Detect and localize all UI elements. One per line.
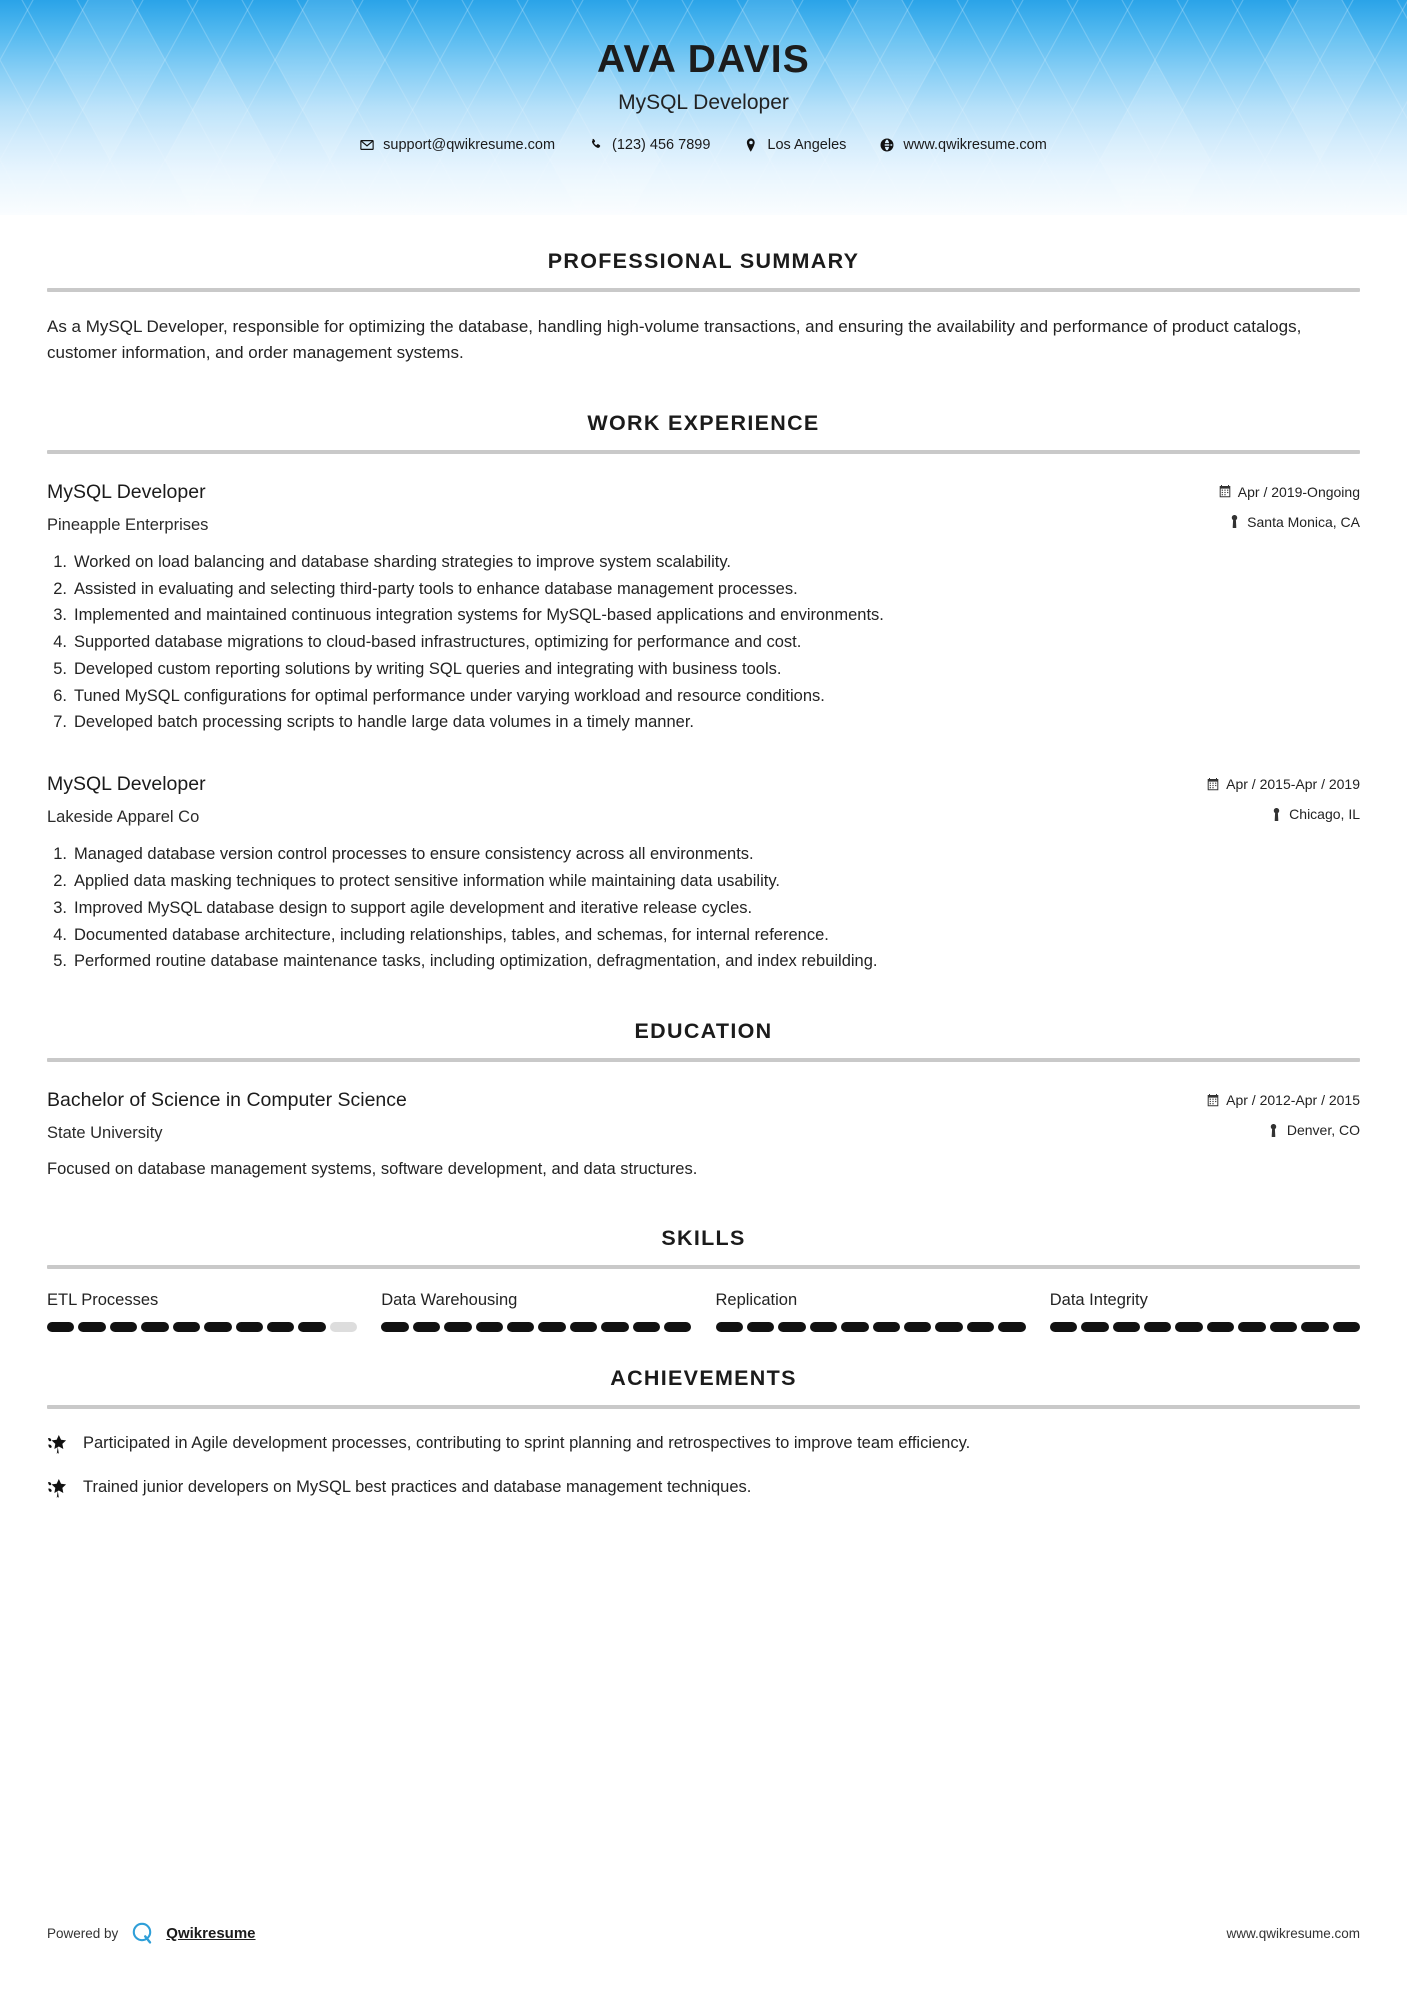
skill-dash: [267, 1322, 294, 1332]
qwikresume-logo-icon: [129, 1920, 155, 1946]
work-location-value: Chicago, IL: [1289, 806, 1360, 823]
skill-dash: [664, 1322, 691, 1332]
skill-dash: [538, 1322, 565, 1332]
work-bullet: 2. Assisted in evaluating and selecting third-party tools to enhance database management processes.: [47, 576, 1360, 603]
skill-rating-bar: [1050, 1322, 1360, 1332]
education-location: [1207, 1122, 1360, 1138]
section-work-experience: [47, 411, 1360, 975]
contact-email[interactable]: [343, 137, 572, 153]
skill-dash: [747, 1322, 774, 1332]
work-dates: [1207, 776, 1360, 792]
skill-dash: [1238, 1322, 1265, 1332]
skill-dash: [236, 1322, 263, 1332]
footer-brand-group: [47, 1920, 256, 1946]
contact-website-value: www.qwikresume.com: [903, 136, 1047, 153]
skill-dash: [935, 1322, 962, 1332]
achievement-text: Trained junior developers on MySQL best practices and database management techniques.: [83, 1477, 752, 1496]
work-bullet: 3. Improved MySQL database design to support agile development and iterative release cycles.: [47, 895, 1360, 922]
work-bullet: 2. Applied data masking techniques to protect sensitive information while maintaining data usability.: [47, 868, 1360, 895]
work-bullet-list: [47, 841, 1360, 975]
skill-label: Data Warehousing: [381, 1291, 518, 1310]
skill-dash: [601, 1322, 628, 1332]
education-description: Focused on database management systems, software development, and data structures.: [47, 1160, 698, 1179]
skill-rating-bar: [47, 1322, 357, 1332]
work-bullet-text: Applied data masking techniques to protect sensitive information while maintaining data usability.: [74, 872, 780, 891]
skill-dash: [1270, 1322, 1297, 1332]
work-bullet-text: Improved MySQL database design to support agile development and iterative release cycles.: [74, 898, 753, 917]
work-bullet-text: Developed custom reporting solutions by writing SQL queries and integrating with business tools.: [74, 659, 782, 678]
star-badge-icon: [47, 1434, 68, 1455]
skill-dash: [330, 1322, 357, 1332]
work-location: [1207, 806, 1360, 822]
education-dates: [1207, 1092, 1360, 1108]
skill-dash: [1333, 1322, 1360, 1332]
skill-dash: [476, 1322, 503, 1332]
work-bullet: 7. Developed batch processing scripts to handle large data volumes in a timely manner.: [47, 709, 1360, 736]
work-entry: [47, 772, 1360, 975]
work-bullet: 4. Documented database architecture, including relationships, tables, and schemas, for internal reference.: [47, 922, 1360, 949]
skill-dash: [507, 1322, 534, 1332]
contact-phone[interactable]: [572, 137, 727, 153]
contact-location[interactable]: [727, 137, 863, 153]
skills-grid: [47, 1291, 1360, 1332]
skill-dash: [841, 1322, 868, 1332]
section-skills: [47, 1226, 1360, 1332]
section-divider: [47, 1265, 1360, 1269]
calendar-icon: [1207, 778, 1219, 791]
skill-dash: [173, 1322, 200, 1332]
calendar-icon: [1207, 1094, 1219, 1107]
star-badge-icon: [47, 1478, 68, 1499]
powered-by-label: Powered by: [47, 1925, 119, 1941]
skill-dash: [47, 1322, 74, 1332]
skill-dash: [904, 1322, 931, 1332]
work-bullet: 1. Worked on load balancing and database sharding strategies to improve system scalability.: [47, 549, 1360, 576]
skill-dash: [967, 1322, 994, 1332]
work-dates-value: Apr / 2015-Apr / 2019: [1226, 776, 1360, 793]
skill-dash: [1050, 1322, 1077, 1332]
work-entry-head: [47, 480, 1360, 535]
achievement-text: Participated in Agile development processes, contributing to sprint planning and retrospectives to improve team efficiency.: [83, 1434, 971, 1453]
work-bullet: 4. Supported database migrations to cloud-based infrastructures, optimizing for performance and cost.: [47, 629, 1360, 656]
work-bullet: 1. Managed database version control processes to ensure consistency across all environments.: [47, 841, 1360, 868]
work-location-value: Santa Monica, CA: [1247, 513, 1360, 530]
skill-dash: [381, 1322, 408, 1332]
skill-dash: [78, 1322, 105, 1332]
skill-dash: [204, 1322, 231, 1332]
work-location: [1219, 514, 1360, 530]
work-entry: [47, 480, 1360, 736]
skill-dash: [570, 1322, 597, 1332]
work-role: MySQL Developer: [47, 480, 206, 503]
contact-phone-value: (123) 456 7899: [612, 136, 711, 153]
contact-email-value: support@qwikresume.com: [383, 136, 556, 153]
work-bullet: 6. Tuned MySQL configurations for optimal performance under varying workload and resource conditions.: [47, 683, 1360, 710]
contact-row: [0, 137, 1407, 153]
skill-dash: [716, 1322, 743, 1332]
candidate-name: AVA DAVIS: [596, 38, 811, 81]
skill-rating-bar: [381, 1322, 691, 1332]
phone-icon: [589, 138, 603, 152]
skill-dash: [1081, 1322, 1108, 1332]
skill-dash: [778, 1322, 805, 1332]
skill-dash: [1175, 1322, 1202, 1332]
skill-item: [1050, 1291, 1360, 1332]
brand-name-link[interactable]: Qwikresume: [166, 1924, 256, 1942]
skill-dash: [633, 1322, 660, 1332]
candidate-job-title: MySQL Developer: [618, 90, 789, 114]
skill-dash: [1113, 1322, 1140, 1332]
work-bullet-text: Implemented and maintained continuous integration systems for MySQL-based applications and environments.: [74, 606, 884, 625]
education-entry: [47, 1088, 1360, 1182]
skill-dash: [1144, 1322, 1171, 1332]
skill-label: Replication: [715, 1291, 798, 1310]
section-divider: [47, 450, 1360, 454]
map-pin-icon: [1270, 808, 1282, 821]
work-bullet-text: Supported database migrations to cloud-based infrastructures, optimizing for performance and cost.: [74, 633, 802, 652]
section-title-skills: SKILLS: [661, 1226, 746, 1251]
skill-item: [381, 1291, 691, 1332]
contact-website[interactable]: [863, 137, 1063, 153]
skill-rating-bar: [716, 1322, 1026, 1332]
work-bullet-text: Managed database version control processes to ensure consistency across all environments.: [74, 845, 754, 864]
work-dates: [1219, 484, 1360, 500]
skill-dash: [444, 1322, 471, 1332]
section-title-education: EDUCATION: [634, 1019, 773, 1043]
calendar-icon: [1219, 485, 1231, 498]
skill-dash: [873, 1322, 900, 1332]
work-role: MySQL Developer: [47, 773, 206, 796]
education-entry-head: [47, 1088, 1360, 1143]
education-degree: Bachelor of Science in Computer Science: [47, 1089, 407, 1111]
skill-dash: [810, 1322, 837, 1332]
skill-item: [47, 1291, 357, 1332]
resume-body: [0, 249, 1407, 1500]
work-bullet-text: Tuned MySQL configurations for optimal performance under varying workload and resource conditions.: [74, 686, 825, 705]
work-organization: Lakeside Apparel Co: [47, 808, 200, 827]
section-achievements: [47, 1366, 1360, 1500]
achievement-item: [47, 1431, 1360, 1457]
work-organization: Pineapple Enterprises: [47, 516, 209, 535]
skill-label: ETL Processes: [47, 1291, 159, 1310]
section-professional-summary: [47, 249, 1360, 367]
skill-dash: [998, 1322, 1025, 1332]
globe-icon: [880, 138, 894, 152]
resume-footer: [47, 1920, 1360, 1946]
skill-label: Data Integrity: [1049, 1291, 1148, 1310]
resume-header-banner: [0, 0, 1407, 215]
location-pin-icon: [744, 138, 758, 152]
email-icon: [360, 138, 374, 152]
skill-dash: [110, 1322, 137, 1332]
section-divider: [47, 1405, 1360, 1409]
skill-dash: [1301, 1322, 1328, 1332]
work-bullet-text: Developed batch processing scripts to handle large data volumes in a timely manner.: [74, 713, 695, 732]
work-dates-value: Apr / 2019-Ongoing: [1237, 483, 1360, 500]
section-title-summary: PROFESSIONAL SUMMARY: [547, 249, 860, 273]
work-bullet-text: Performed routine database maintenance tasks, including optimization, defragmentation, and index rebuilding.: [74, 952, 878, 971]
summary-text: As a MySQL Developer, responsible for optimizing the database, handling high-volume transactions, and ensuring the availability and performance of product catalogs, customer information, and order management systems.: [47, 317, 1302, 363]
skill-item: [716, 1291, 1026, 1332]
map-pin-icon: [1268, 1124, 1280, 1137]
contact-location-value: Los Angeles: [767, 136, 847, 153]
skill-dash: [1207, 1322, 1234, 1332]
education-dates-value: Apr / 2012-Apr / 2015: [1226, 1092, 1360, 1108]
section-divider: [47, 288, 1360, 292]
section-divider: [47, 1058, 1360, 1062]
work-bullet-text: Assisted in evaluating and selecting third-party tools to enhance database management processes.: [74, 579, 798, 598]
skill-dash: [141, 1322, 168, 1332]
achievement-list: [47, 1431, 1360, 1500]
achievement-item: [47, 1475, 1360, 1501]
education-location-value: Denver, CO: [1286, 1122, 1360, 1138]
section-title-work: WORK EXPERIENCE: [587, 410, 820, 435]
work-bullet-text: Documented database architecture, including relationships, tables, and schemas, for internal reference.: [74, 925, 829, 944]
footer-website[interactable]: www.qwikresume.com: [1226, 1925, 1360, 1941]
section-education: [47, 1019, 1360, 1182]
work-bullet-text: Worked on load balancing and database sharding strategies to improve system scalability.: [74, 553, 732, 572]
section-title-achievements: ACHIEVEMENTS: [610, 1366, 797, 1391]
work-bullet: 5. Performed routine database maintenance tasks, including optimization, defragmentation, and index rebuilding.: [47, 948, 1360, 975]
work-bullet: 3. Implemented and maintained continuous integration systems for MySQL-based applications and environments.: [47, 602, 1360, 629]
education-institution: State University: [47, 1124, 163, 1143]
work-bullet: 5. Developed custom reporting solutions by writing SQL queries and integrating with business tools.: [47, 656, 1360, 683]
work-bullet-list: [47, 549, 1360, 736]
work-entry-head: [47, 772, 1360, 827]
map-pin-icon: [1228, 515, 1240, 528]
skill-dash: [298, 1322, 325, 1332]
skill-dash: [413, 1322, 440, 1332]
